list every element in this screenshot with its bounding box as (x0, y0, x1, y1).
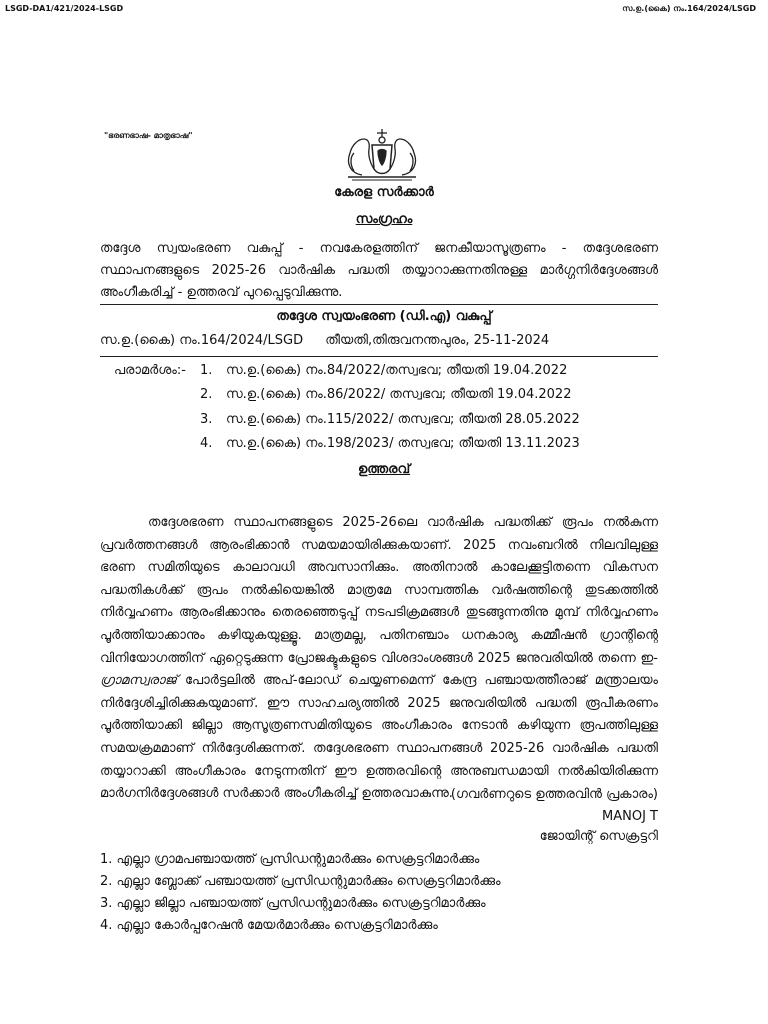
reference-item: 3. സ.ഉ.(കൈ) നം.115/2022/ തസ്വഭവ; തീയതി 28.05.2022 (200, 412, 580, 427)
order-number: സ.ഉ.(കൈ) നം.164/2024/LSGD (100, 333, 304, 348)
body-line: പൂർത്തിയാക്കാനും കഴിയുകയുള്ളൂ. മാത്രമല്ല, പതിനഞ്ചാം ധനകാര്യ കമ്മീഷൻ ഗ്രാന്റിന്റെ (100, 627, 658, 643)
kerala-emblem-icon (340, 123, 424, 183)
body-line: പൂർത്തിയാക്കി ജില്ലാ ആസൂത്രണസമിതിയുടെ അംഗീകാരം നേടാൻ കഴിയുന്ന രൂപത്തിലുള്ള (100, 718, 658, 734)
references-label: പരാമർശം:- (114, 363, 186, 378)
order-title: ഉത്തരവ് (357, 462, 411, 477)
body-line: നിർദ്ദേശിച്ചിരിക്കുകയുമാണ്. ഈ സാഹചര്യത്തിൽ 2025 ജനുവരിയിൽ പദ്ധതി രൂപീകരണം (100, 695, 658, 711)
department-name: തദ്ദേശ സ്വയംഭരണ (ഡി.എ) വകുപ്പ് (276, 309, 492, 324)
official-language-motto: "ഭരണഭാഷ- മാതൃഭാഷ" (104, 131, 193, 140)
signatory-designation: ജോയിന്റ് സെക്രട്ടറി (539, 829, 658, 844)
order-body (100, 512, 658, 806)
recipient-item: 4. എല്ലാ കോർപ്പറേഷൻ മേയർമാർക്കും സെക്രട്ടറിമാർക്കും (100, 918, 438, 933)
body-line: തദ്ദേശഭരണ സ്ഥാപനങ്ങളുടെ 2025-26ലെ വാർഷിക പദ്ധതിക്ക് രൂപം നൽകുന്ന (148, 515, 658, 530)
body-line: മാർഗനിർദ്ദേശങ്ങൾ സർക്കാർ അംഗീകരിച്ച് ഉത്തരവാകുന്നു. (100, 786, 453, 802)
body-line: തയ്യാറാക്കി അംഗീകാരം നേടുന്നതിന് ഈ ഉത്തരവിന്റെ അനുബന്ധമായി നൽകിയിരിക്കുന്ന (100, 763, 658, 779)
header-order-number: സ.ഉ.(കൈ) നം.164/2024/LSGD (622, 4, 756, 13)
recipient-item: 3. എല്ലാ ജില്ലാ പഞ്ചായത്ത് പ്രസിഡന്റുമാർക്കും സെക്രട്ടറിമാർക്കും (100, 896, 486, 911)
file-number: LSGD-DA1/421/2024-LSGD (5, 4, 124, 13)
summary-title: സംഗ്രഹം (355, 212, 413, 227)
portal-name: ഗ്രാമസ്വരാജ് (100, 673, 177, 689)
body-line: ഭരണ സമിതിയുടെ കാലാവധി അവസാനിക്കും. അതിനാൽ കാലേക്കൂട്ടിതന്നെ വികസന (100, 560, 658, 576)
government-name: കേരള സർക്കാർ (334, 185, 434, 200)
by-order-of-governor: (ഗവർണറുടെ ഉത്തരവിൻ പ്രകാരം) (450, 787, 658, 802)
body-line: വിനിയോഗത്തിന് ഏറ്റെടുക്കുന്ന പ്രോജക്ടുകളുടെ വിശദാംശങ്ങൾ 2025 ജനുവരിയിൽ തന്നെ ഇ- (100, 650, 658, 666)
subject-block (100, 238, 658, 304)
body-line: പ്രവർത്തനങ്ങൾ ആരംഭിക്കാൻ സമയമായിരിക്കുകയാണ്. 2025 നവംബറിൽ നിലവിലുള്ള (100, 537, 658, 553)
divider-bottom (100, 356, 658, 357)
body-line: ഗ്രാമസ്വരാജ് പോർട്ടലിൽ അപ്-ലോഡ് ചെയ്യണമെന്ന് കേന്ദ്ര പഞ്ചായത്തീരാജ് മന്ത്രാലയം (100, 673, 658, 689)
order-line (100, 333, 567, 348)
order-date-place: തീയതി,തിരുവനന്തപുരം, 25-11-2024 (325, 333, 550, 348)
signatory-name: MANOJ T (602, 809, 658, 824)
reference-item: 4. സ.ഉ.(കൈ) നം.198/2023/ തസ്വഭവ; തീയതി 13.11.2023 (200, 436, 580, 451)
body-line: പദ്ധതികൾക്ക് രൂപം നൽകിയെങ്കിൽ മാത്രമേ സാമ്പത്തിക വർഷത്തിന്റെ തുടക്കത്തിൽ (100, 582, 658, 598)
recipient-item: 2. എല്ലാ ബ്ലോക്ക് പഞ്ചായത്ത് പ്രസിഡന്റുമാർക്കും സെക്രട്ടറിമാർക്കും (100, 874, 501, 889)
reference-item: 1. സ.ഉ.(കൈ) നം.84/2022/തസ്വഭവ; തീയതി 19.04.2022 (200, 363, 568, 378)
reference-item: 2. സ.ഉ.(കൈ) നം.86/2022/ തസ്വഭവ; തീയതി 19.04.2022 (200, 387, 572, 402)
divider-top (100, 304, 658, 305)
subject-line: തദ്ദേശ സ്വയംഭരണ വകുപ്പ് - നവകേരളത്തിന് ജനകീയാസൂത്രണം - തദ്ദേശഭരണ (100, 241, 658, 256)
recipient-item: 1. എല്ലാ ഗ്രാമപഞ്ചായത്ത് പ്രസിഡന്റുമാർക്കും സെക്രട്ടറിമാർക്കും (100, 852, 480, 867)
body-line: നിർവ്വഹണം ആരംഭിക്കാനും തെരഞ്ഞെടുപ്പ് നടപടിക്രമങ്ങൾ തുടങ്ങുന്നതിനു മുമ്പ് നിർവ്വഹണം (100, 605, 658, 621)
body-line: സമയക്രമമാണ് നിർദ്ദേശിക്കുന്നത്. തദ്ദേശഭരണ സ്ഥാപനങ്ങൾ 2025-26 വാർഷിക പദ്ധതി (100, 740, 658, 756)
subject-line: അംഗീകരിച്ച് - ഉത്തരവ് പുറപ്പെടുവിക്കുന്നു. (100, 285, 343, 300)
subject-line: സ്ഥാപനങ്ങളുടെ 2025-26 വാർഷിക പദ്ധതി തയ്യാറാക്കുന്നതിനുള്ള മാർഗ്ഗനിർദ്ദേശങ്ങൾ (100, 263, 658, 278)
